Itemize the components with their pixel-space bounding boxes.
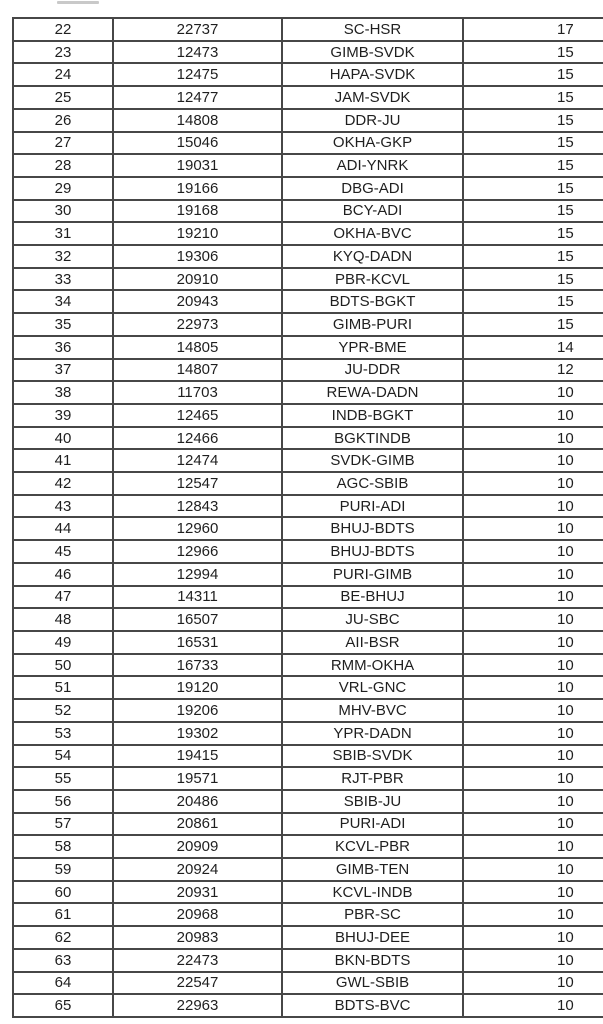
- table-cell: 19120: [113, 676, 282, 699]
- table-cell: 15046: [113, 132, 282, 155]
- table-cell: 63: [13, 949, 113, 972]
- table-cell: 17: [463, 18, 603, 41]
- table-cell: 10: [463, 517, 603, 540]
- table-cell: 42: [13, 472, 113, 495]
- table-cell: 51: [13, 676, 113, 699]
- table-row: [13, 154, 603, 177]
- table-row: [13, 858, 603, 881]
- table-row: [13, 608, 603, 631]
- table-cell: JU-DDR: [282, 359, 463, 382]
- table-cell: 49: [13, 631, 113, 654]
- table-cell: AGC-SBIB: [282, 472, 463, 495]
- table-cell: 22973: [113, 313, 282, 336]
- table-row: [13, 926, 603, 949]
- table-cell: 45: [13, 540, 113, 563]
- table-row: [13, 903, 603, 926]
- table-cell: 15: [463, 268, 603, 291]
- table-row: [13, 18, 603, 41]
- table-cell: HAPA-SVDK: [282, 63, 463, 86]
- table-row: [13, 722, 603, 745]
- table-cell: 38: [13, 381, 113, 404]
- table-cell: SC-HSR: [282, 18, 463, 41]
- table-row: [13, 449, 603, 472]
- table-row: [13, 472, 603, 495]
- table-cell: 10: [463, 722, 603, 745]
- table-cell: GWL-SBIB: [282, 972, 463, 995]
- table-row: [13, 200, 603, 223]
- table-cell: 19206: [113, 699, 282, 722]
- table-cell: 59: [13, 858, 113, 881]
- table-cell: 10: [463, 608, 603, 631]
- table-row: [13, 563, 603, 586]
- table-cell: PBR-KCVL: [282, 268, 463, 291]
- table-cell: DBG-ADI: [282, 177, 463, 200]
- table-cell: 10: [463, 404, 603, 427]
- table-cell: 10: [463, 427, 603, 450]
- table-cell: BHUJ-BDTS: [282, 540, 463, 563]
- table-cell: 44: [13, 517, 113, 540]
- train-table-body: [13, 18, 603, 1017]
- table-cell: BHUJ-DEE: [282, 926, 463, 949]
- table-cell: 10: [463, 926, 603, 949]
- table-cell: 23: [13, 41, 113, 64]
- table-cell: 16531: [113, 631, 282, 654]
- table-cell: PURI-GIMB: [282, 563, 463, 586]
- table-cell: 19415: [113, 745, 282, 768]
- table-cell: 61: [13, 903, 113, 926]
- table-cell: 22473: [113, 949, 282, 972]
- table-cell: 25: [13, 86, 113, 109]
- table-cell: 12547: [113, 472, 282, 495]
- table-row: [13, 86, 603, 109]
- table-row: [13, 245, 603, 268]
- table-cell: RMM-OKHA: [282, 654, 463, 677]
- scan-artifact: [57, 1, 99, 4]
- table-cell: 20909: [113, 835, 282, 858]
- table-cell: 57: [13, 813, 113, 836]
- table-row: [13, 586, 603, 609]
- table-row: [13, 41, 603, 64]
- table-cell: 30: [13, 200, 113, 223]
- table-row: [13, 972, 603, 995]
- table-cell: 15: [463, 177, 603, 200]
- table-row: [13, 109, 603, 132]
- table-cell: PBR-SC: [282, 903, 463, 926]
- table-cell: 12473: [113, 41, 282, 64]
- table-cell: 37: [13, 359, 113, 382]
- table-cell: 12843: [113, 495, 282, 518]
- table-cell: 65: [13, 994, 113, 1017]
- table-cell: 54: [13, 745, 113, 768]
- table-cell: OKHA-GKP: [282, 132, 463, 155]
- table-cell: 33: [13, 268, 113, 291]
- table-row: [13, 699, 603, 722]
- table-cell: 14807: [113, 359, 282, 382]
- table-cell: 10: [463, 631, 603, 654]
- table-cell: 12960: [113, 517, 282, 540]
- table-cell: 15: [463, 245, 603, 268]
- table-cell: 10: [463, 676, 603, 699]
- table-cell: 29: [13, 177, 113, 200]
- table-cell: BE-BHUJ: [282, 586, 463, 609]
- table-cell: 12966: [113, 540, 282, 563]
- table-row: [13, 336, 603, 359]
- table-cell: 19031: [113, 154, 282, 177]
- table-cell: 15: [463, 109, 603, 132]
- table-row: [13, 268, 603, 291]
- table-cell: 10: [463, 495, 603, 518]
- table-row: [13, 495, 603, 518]
- table-cell: BGKTINDB: [282, 427, 463, 450]
- table-cell: 19210: [113, 222, 282, 245]
- table-cell: 34: [13, 290, 113, 313]
- table-cell: PURI-ADI: [282, 813, 463, 836]
- table-cell: 20486: [113, 790, 282, 813]
- table-row: [13, 290, 603, 313]
- table-cell: GIMB-SVDK: [282, 41, 463, 64]
- table-cell: 15: [463, 154, 603, 177]
- table-cell: 19166: [113, 177, 282, 200]
- table-cell: 27: [13, 132, 113, 155]
- table-cell: KCVL-INDB: [282, 881, 463, 904]
- table-cell: 22737: [113, 18, 282, 41]
- table-cell: 10: [463, 472, 603, 495]
- table-cell: 14808: [113, 109, 282, 132]
- table-cell: 20931: [113, 881, 282, 904]
- table-cell: 10: [463, 654, 603, 677]
- table-cell: 10: [463, 835, 603, 858]
- table-cell: 14311: [113, 586, 282, 609]
- table-cell: 10: [463, 949, 603, 972]
- table-cell: 35: [13, 313, 113, 336]
- table-cell: 12465: [113, 404, 282, 427]
- table-cell: GIMB-TEN: [282, 858, 463, 881]
- table-cell: 20943: [113, 290, 282, 313]
- table-row: [13, 676, 603, 699]
- table-cell: 10: [463, 699, 603, 722]
- table-cell: BCY-ADI: [282, 200, 463, 223]
- table-row: [13, 654, 603, 677]
- table-cell: 10: [463, 767, 603, 790]
- table-cell: 22: [13, 18, 113, 41]
- table-row: [13, 132, 603, 155]
- table-cell: GIMB-PURI: [282, 313, 463, 336]
- table-cell: 15: [463, 313, 603, 336]
- table-cell: 48: [13, 608, 113, 631]
- table-cell: 10: [463, 563, 603, 586]
- table-row: [13, 790, 603, 813]
- table-row: [13, 949, 603, 972]
- table-row: [13, 835, 603, 858]
- table-row: [13, 359, 603, 382]
- table-row: [13, 404, 603, 427]
- table-cell: 58: [13, 835, 113, 858]
- table-cell: 26: [13, 109, 113, 132]
- table-cell: 20968: [113, 903, 282, 926]
- table-cell: 12466: [113, 427, 282, 450]
- table-cell: 47: [13, 586, 113, 609]
- table-row: [13, 427, 603, 450]
- table-cell: INDB-BGKT: [282, 404, 463, 427]
- table-cell: 19571: [113, 767, 282, 790]
- table-cell: 10: [463, 790, 603, 813]
- table-cell: 20910: [113, 268, 282, 291]
- table-cell: 20983: [113, 926, 282, 949]
- train-list-table: [12, 17, 603, 1018]
- table-cell: SBIB-SVDK: [282, 745, 463, 768]
- table-cell: 55: [13, 767, 113, 790]
- table-row: [13, 631, 603, 654]
- table-cell: 36: [13, 336, 113, 359]
- table-row: [13, 177, 603, 200]
- table-row: [13, 745, 603, 768]
- table-row: [13, 517, 603, 540]
- table-cell: 60: [13, 881, 113, 904]
- table-cell: 12994: [113, 563, 282, 586]
- table-cell: 10: [463, 858, 603, 881]
- table-cell: 10: [463, 994, 603, 1017]
- table-cell: 10: [463, 745, 603, 768]
- table-cell: JAM-SVDK: [282, 86, 463, 109]
- table-cell: ADI-YNRK: [282, 154, 463, 177]
- table-cell: 10: [463, 381, 603, 404]
- table-cell: 12474: [113, 449, 282, 472]
- table-row: [13, 994, 603, 1017]
- table-cell: 22547: [113, 972, 282, 995]
- table-cell: 32: [13, 245, 113, 268]
- table-cell: 12475: [113, 63, 282, 86]
- table-row: [13, 63, 603, 86]
- table-cell: 14: [463, 336, 603, 359]
- table-row: [13, 540, 603, 563]
- table-cell: 22963: [113, 994, 282, 1017]
- table-cell: 20924: [113, 858, 282, 881]
- table-cell: BDTS-BGKT: [282, 290, 463, 313]
- table-cell: 15: [463, 86, 603, 109]
- table-cell: PURI-ADI: [282, 495, 463, 518]
- table-cell: 15: [463, 132, 603, 155]
- table-cell: 62: [13, 926, 113, 949]
- table-cell: 15: [463, 290, 603, 313]
- table-row: [13, 222, 603, 245]
- table-cell: YPR-DADN: [282, 722, 463, 745]
- table-row: [13, 881, 603, 904]
- table-cell: 52: [13, 699, 113, 722]
- table-cell: 10: [463, 972, 603, 995]
- table-cell: 10: [463, 540, 603, 563]
- table-cell: KYQ-DADN: [282, 245, 463, 268]
- table-row: [13, 813, 603, 836]
- table-cell: 12: [463, 359, 603, 382]
- table-cell: BDTS-BVC: [282, 994, 463, 1017]
- table-cell: DDR-JU: [282, 109, 463, 132]
- table-cell: 12477: [113, 86, 282, 109]
- table-cell: 15: [463, 222, 603, 245]
- table-cell: VRL-GNC: [282, 676, 463, 699]
- table-cell: AII-BSR: [282, 631, 463, 654]
- table-cell: 10: [463, 586, 603, 609]
- table-cell: 15: [463, 63, 603, 86]
- table-cell: 43: [13, 495, 113, 518]
- table-cell: 19168: [113, 200, 282, 223]
- table-cell: SVDK-GIMB: [282, 449, 463, 472]
- table-cell: RJT-PBR: [282, 767, 463, 790]
- table-row: [13, 313, 603, 336]
- table-cell: 56: [13, 790, 113, 813]
- table-cell: 16507: [113, 608, 282, 631]
- table-cell: 40: [13, 427, 113, 450]
- table-cell: 10: [463, 813, 603, 836]
- table-cell: 14805: [113, 336, 282, 359]
- table-cell: BKN-BDTS: [282, 949, 463, 972]
- table-cell: JU-SBC: [282, 608, 463, 631]
- table-cell: 20861: [113, 813, 282, 836]
- table-row: [13, 381, 603, 404]
- table-cell: 46: [13, 563, 113, 586]
- table-cell: 28: [13, 154, 113, 177]
- table-cell: 39: [13, 404, 113, 427]
- table-cell: 53: [13, 722, 113, 745]
- table-cell: 16733: [113, 654, 282, 677]
- table-cell: 64: [13, 972, 113, 995]
- table-cell: 24: [13, 63, 113, 86]
- table-cell: 15: [463, 41, 603, 64]
- table-cell: 15: [463, 200, 603, 223]
- table-cell: 19306: [113, 245, 282, 268]
- table-cell: 41: [13, 449, 113, 472]
- table-cell: YPR-BME: [282, 336, 463, 359]
- table-row: [13, 767, 603, 790]
- table-cell: SBIB-JU: [282, 790, 463, 813]
- table-cell: 10: [463, 449, 603, 472]
- table-cell: 10: [463, 881, 603, 904]
- table-cell: 31: [13, 222, 113, 245]
- table-cell: 11703: [113, 381, 282, 404]
- table-cell: 10: [463, 903, 603, 926]
- table-cell: KCVL-PBR: [282, 835, 463, 858]
- table-cell: REWA-DADN: [282, 381, 463, 404]
- table-cell: 50: [13, 654, 113, 677]
- table-cell: 19302: [113, 722, 282, 745]
- table-cell: MHV-BVC: [282, 699, 463, 722]
- table-cell: OKHA-BVC: [282, 222, 463, 245]
- table-cell: BHUJ-BDTS: [282, 517, 463, 540]
